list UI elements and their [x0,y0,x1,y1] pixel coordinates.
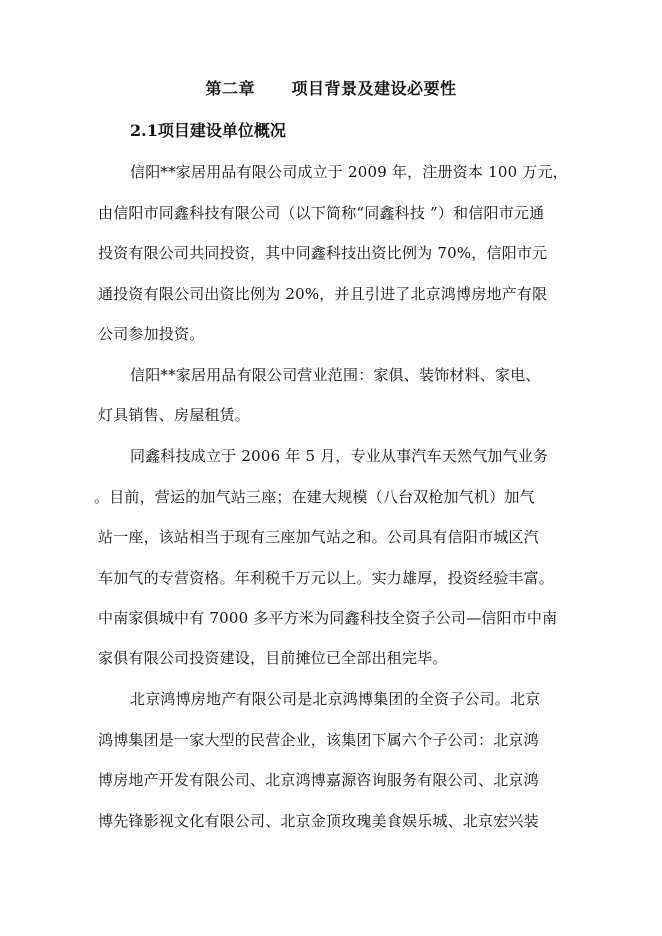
paragraph-3-line-2: 。目前，营运的加气站三座；在建大规模（八台双枪加气机）加气 [94,488,535,506]
paragraph-1-line-2: 由信阳市同鑫科技有限公司（以下简称“同鑫科技 ”）和信阳市元通 [98,204,545,222]
paragraph-1-line-1: 信阳**家居用品有限公司成立于 2009 年，注册资本 100 万元， [130,163,568,181]
paragraph-3-line-4: 车加气的专营资格。年利税千万元以上。实力雄厚，投资经验丰富。 [98,569,555,587]
paragraph-1-line-3: 投资有限公司共同投资，其中同鑫科技出资比例为 70%，信阳市元 [98,244,548,262]
paragraph-1-line-4: 通投资有限公司出资比例为 20%，并且引进了北京鸿博房地产有限 [98,285,548,303]
paragraph-2-line-2: 灯具销售、房屋租赁。 [98,406,251,424]
paragraph-4-line-4: 博先锋影视文化有限公司、北京金顶玫瑰美食娱乐城、北京宏兴装 [98,812,539,830]
paragraph-3-line-3: 站一座，该站相当于现有三座加气站之和。公司具有信阳市城区汽 [98,528,539,546]
paragraph-1-line-5: 公司参加投资。 [98,325,205,343]
chapter-title: 第二章 项目背景及建设必要性 [205,79,457,98]
paragraph-4-line-3: 博房地产开发有限公司、北京鸿博嘉源咨询服务有限公司、北京鸿 [98,771,539,789]
paragraph-2-line-1: 信阳**家居用品有限公司营业范围：家俱、装饰材料、家电、 [130,366,541,384]
paragraph-4-line-2: 鸿博集团是一家大型的民营企业，该集团下属六个子公司：北京鸿 [98,731,539,749]
paragraph-3-line-1: 同鑫科技成立于 2006 年 5 月，专业从事汽车天然气加气业务 [130,447,549,465]
paragraph-3-line-6: 家俱有限公司投资建设，目前摊位已全部出租完毕。 [98,649,448,667]
paragraph-3-line-5: 中南家俱城中有 7000 多平方米为同鑫科技全资子公司—信阳市中南 [98,609,558,627]
section-title: 2.1项目建设单位概况 [130,121,286,140]
paragraph-4-line-1: 北京鸿博房地产有限公司是北京鸿博集团的全资子公司。北京 [130,690,541,708]
